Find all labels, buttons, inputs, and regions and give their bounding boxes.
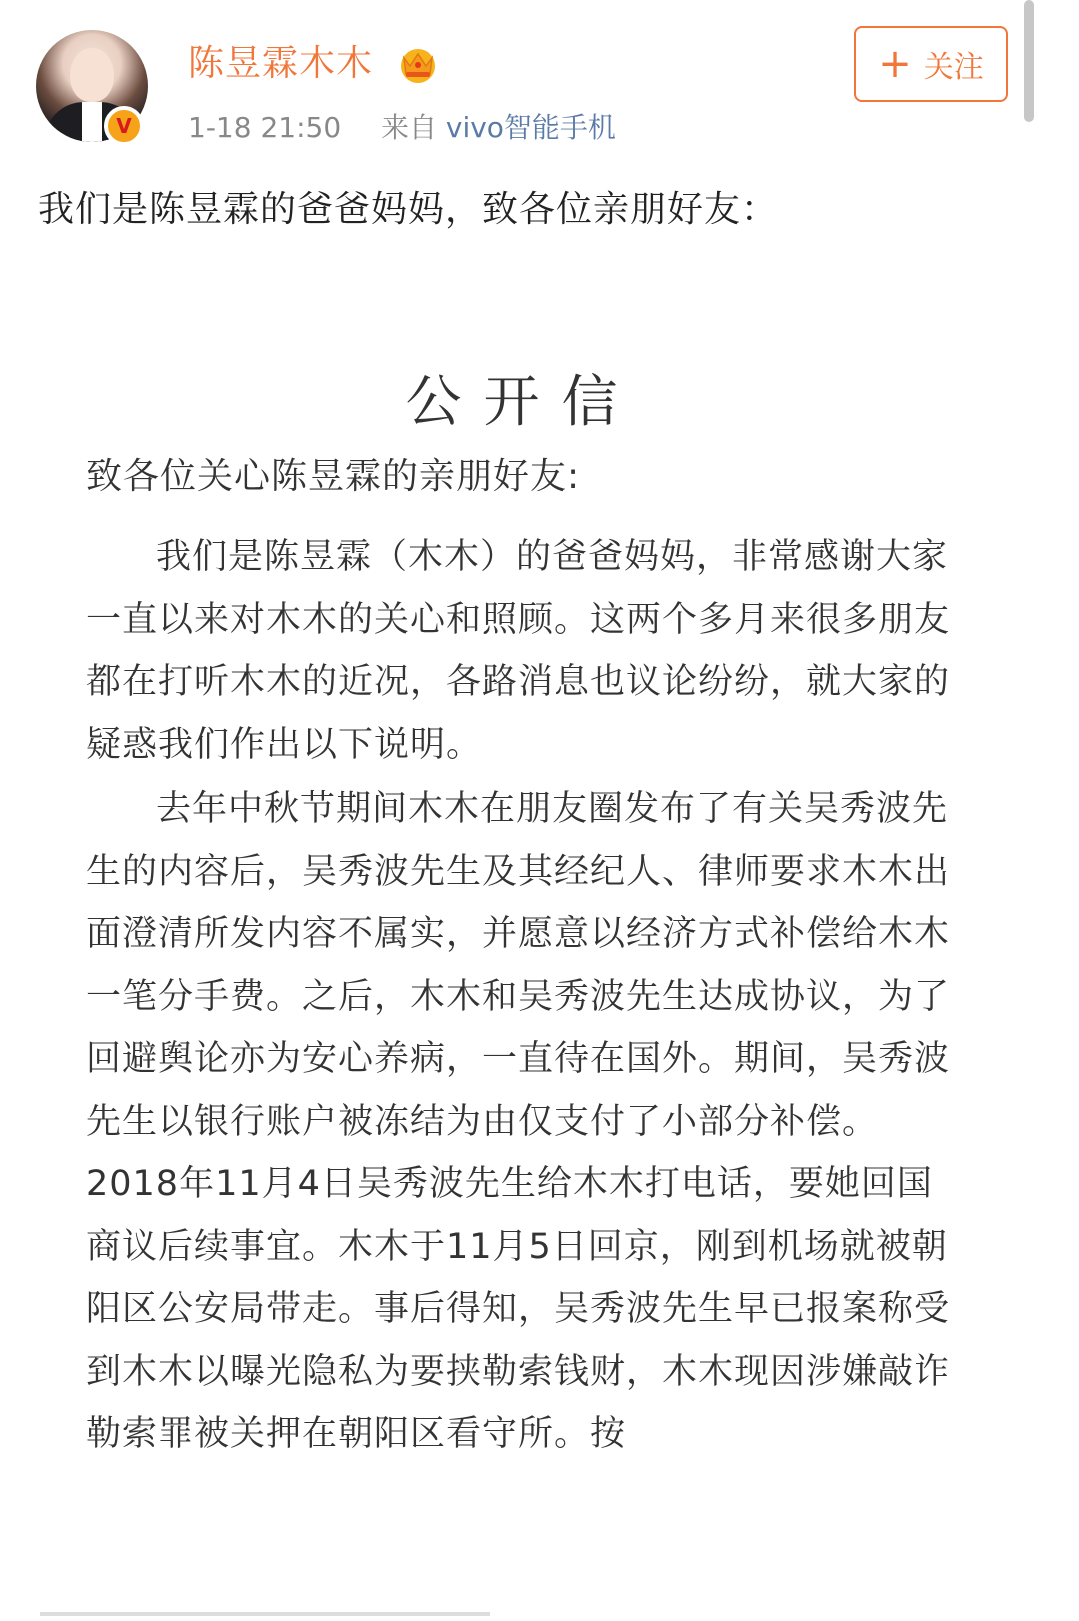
crown-icon <box>396 44 440 84</box>
scrollbar[interactable] <box>1024 0 1034 122</box>
post-meta <box>188 108 616 148</box>
avatar-face <box>70 48 114 102</box>
post-source[interactable]: vivo智能手机 <box>445 111 616 144</box>
divider <box>40 1612 490 1616</box>
avatar-shirt <box>82 102 102 142</box>
from-label: 来自 <box>380 111 437 144</box>
post-time: 1-18 21:50 <box>188 111 342 144</box>
letter-paragraph: 我们是陈昱霖（木木）的爸爸妈妈，非常感谢大家一直以来对木木的关心和照顾。这两个多月来很多朋友都在打听木木的近况，各路消息也议论纷纷，就大家的疑惑我们作出以下说明。 <box>86 537 951 765</box>
plus-icon: + <box>878 41 912 87</box>
follow-button[interactable] <box>854 26 1008 102</box>
letter-paragraph: 去年中秋节期间木木在朋友圈发布了有关吴秀波先生的内容后，吴秀波先生及其经纪人、律师要求木木出面澄清所发内容不属实，并愿意以经济方式补偿给木木一笔分手费。之后，木木和吴秀波先生达成协议，为了回避舆论亦为安心养病，一直待在国外。期间，吴秀波先生以银行账户被冻结为由仅支付了小部分补偿。2018年11月4日吴秀波先生给木木打电话，要她回国商议后续事宜。木木于11月5日回京，刚到机场就被朝阳区公安局带走。事后得知，吴秀波先生早已报案称受到木木以曝光隐私为要挟勒索钱财，木木现因涉嫌敲诈勒索罪被关押在朝阳区看守所。按 <box>86 789 951 1454</box>
verified-v-icon: V <box>104 106 144 146</box>
letter-body <box>86 526 966 1468</box>
open-letter-image[interactable] <box>0 250 1079 1621</box>
letter-title: 公开信 <box>405 370 640 435</box>
username[interactable]: 陈昱霖木木 <box>188 43 374 84</box>
post-text: 我们是陈昱霖的爸爸妈妈，致各位亲朋好友： <box>38 189 779 230</box>
letter-greeting: 致各位关心陈昱霖的亲朋好友: <box>86 456 581 497</box>
follow-label: 关注 <box>923 50 984 85</box>
